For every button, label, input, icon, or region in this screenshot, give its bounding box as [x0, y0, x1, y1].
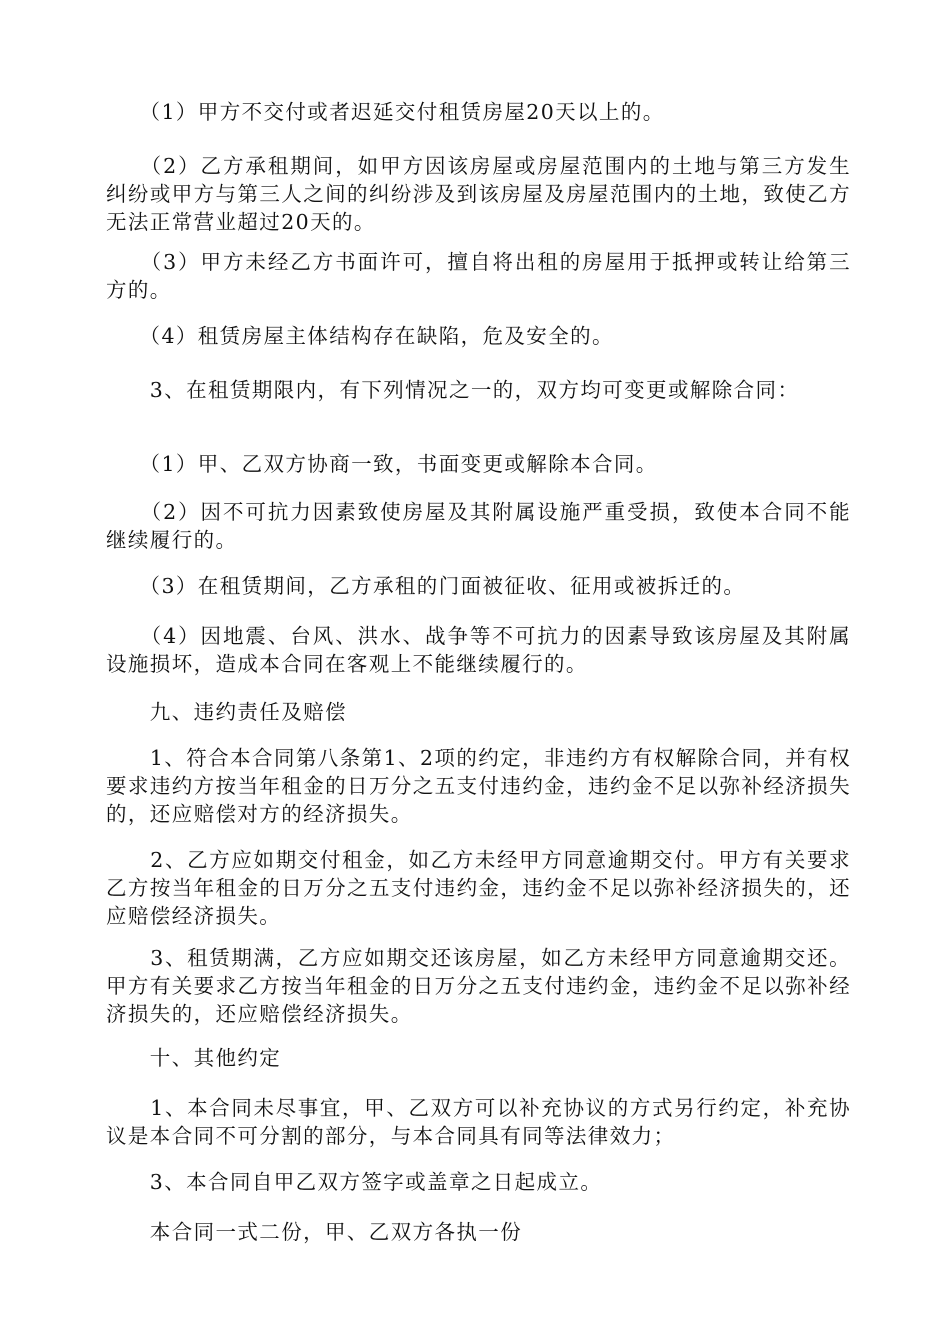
paragraph-other-3: 3、本合同自甲乙双方签字或盖章之日起成立。 — [106, 1170, 603, 1194]
paragraph-sub-1: （1）甲、乙双方协商一致，书面变更或解除本合同。 — [106, 452, 658, 476]
paragraph-sub-4: （4）因地震、台风、洪水、战争等不可抗力的因素导致该房屋及其附属设施损坏，造成本合同在客观上不能继续履行的。 — [106, 624, 851, 676]
paragraph-clause-3: （3）甲方未经乙方书面许可，擅自将出租的房屋用于抵押或转让给第三方的。 — [106, 250, 851, 302]
section-heading-liability: 九、违约责任及赔偿 — [106, 700, 347, 724]
paragraph-section-3: 3、在租赁期限内，有下列情况之一的，双方均可变更或解除合同： — [106, 378, 800, 402]
paragraph-clause-2: （2）乙方承租期间，如甲方因该房屋或房屋范围内的土地与第三方发生纠纷或甲方与第三人之间的纠纷涉及到该房屋及房屋范围内的土地，致使乙方无法正常营业超过20天的。 — [106, 154, 851, 234]
paragraph-liability-3: 3、租赁期满，乙方应如期交还该房屋，如乙方未经甲方同意逾期交还。甲方有关要求乙方按当年租金的日万分之五支付违约金，违约金不足以弥补经济损失的，还应赔偿经济损失。 — [106, 946, 851, 1026]
paragraph-clause-1: （1）甲方不交付或者迟延交付租赁房屋20天以上的。 — [106, 100, 665, 124]
paragraph-sub-3: （3）在租赁期间，乙方承租的门面被征收、征用或被拆迁的。 — [106, 574, 746, 598]
paragraph-clause-4: （4）租赁房屋主体结构存在缺陷，危及安全的。 — [106, 324, 614, 348]
section-heading-other: 十、其他约定 — [106, 1046, 282, 1070]
paragraph-liability-1: 1、符合本合同第八条第1、2项的约定，非违约方有权解除合同，并有权要求违约方按当年租金的日万分之五支付违约金，违约金不足以弥补经济损失的，还应赔偿对方的经济损失。 — [106, 746, 851, 826]
paragraph-other-1: 1、本合同未尽事宜，甲、乙双方可以补充协议的方式另行约定，补充协议是本合同不可分割的部分，与本合同具有同等法律效力； — [106, 1096, 851, 1148]
paragraph-liability-2: 2、乙方应如期交付租金，如乙方未经甲方同意逾期交付。甲方有关要求乙方按当年租金的日万分之五支付违约金，违约金不足以弥补经济损失的，还应赔偿经济损失。 — [106, 848, 851, 928]
paragraph-copies: 本合同一式二份，甲、乙双方各执一份 — [106, 1220, 523, 1244]
paragraph-sub-2: （2）因不可抗力因素致使房屋及其附属设施严重受损，致使本合同不能继续履行的。 — [106, 500, 851, 552]
